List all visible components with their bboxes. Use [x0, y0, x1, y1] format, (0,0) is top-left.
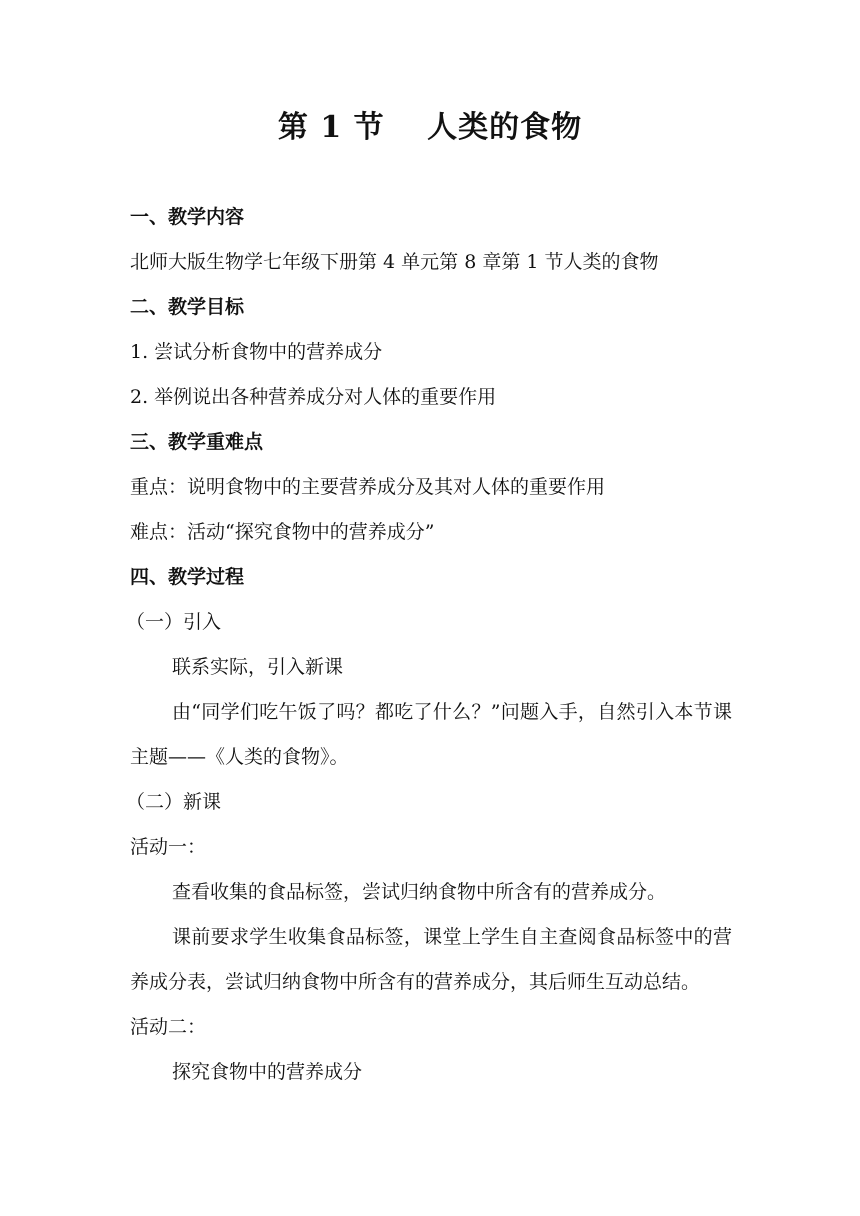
activity2-line: 探究食物中的营养成分: [172, 1061, 363, 1083]
section-heading-content: 一、教学内容: [130, 206, 245, 228]
section-heading-process: 四、教学过程: [130, 566, 245, 588]
objective-item-1: 1. 尝试分析食物中的营养成分: [130, 341, 383, 363]
activity2-label: 活动二：: [130, 1016, 207, 1038]
intro-line: 联系实际，引入新课: [172, 656, 344, 678]
difficult-point-text: 难点：活动“探究食物中的营养成分”: [130, 521, 435, 543]
page-title: 第 1 节 人类的食物: [277, 110, 583, 145]
intro-paragraph: 由“同学们吃午饭了吗？都吃了什么？”问题入手，自然引入本节课主题——《人类的食物》。: [130, 701, 732, 768]
key-point-text: 重点：说明食物中的主要营养成分及其对人体的重要作用: [130, 476, 606, 498]
objective-item-2: 2. 举例说出各种营养成分对人体的重要作用: [130, 386, 497, 408]
activity1-label: 活动一：: [130, 836, 207, 858]
activity1-paragraph: 课前要求学生收集食品标签，课堂上学生自主查阅食品标签中的营养成分表，尝试归纳食物中所含有的营养成分，其后师生互动总结。: [130, 926, 732, 993]
section-heading-objectives: 二、教学目标: [130, 296, 245, 318]
activity1-line: 查看收集的食品标签，尝试归纳食物中所含有的营养成分。: [172, 881, 667, 903]
section-heading-key-points: 三、教学重难点: [130, 431, 264, 453]
part-label-intro: （一）引入: [126, 611, 222, 633]
content-text: 北师大版生物学七年级下册第 4 单元第 8 章第 1 节人类的食物: [130, 251, 659, 273]
part-label-new-lesson: （二）新课: [126, 791, 222, 813]
